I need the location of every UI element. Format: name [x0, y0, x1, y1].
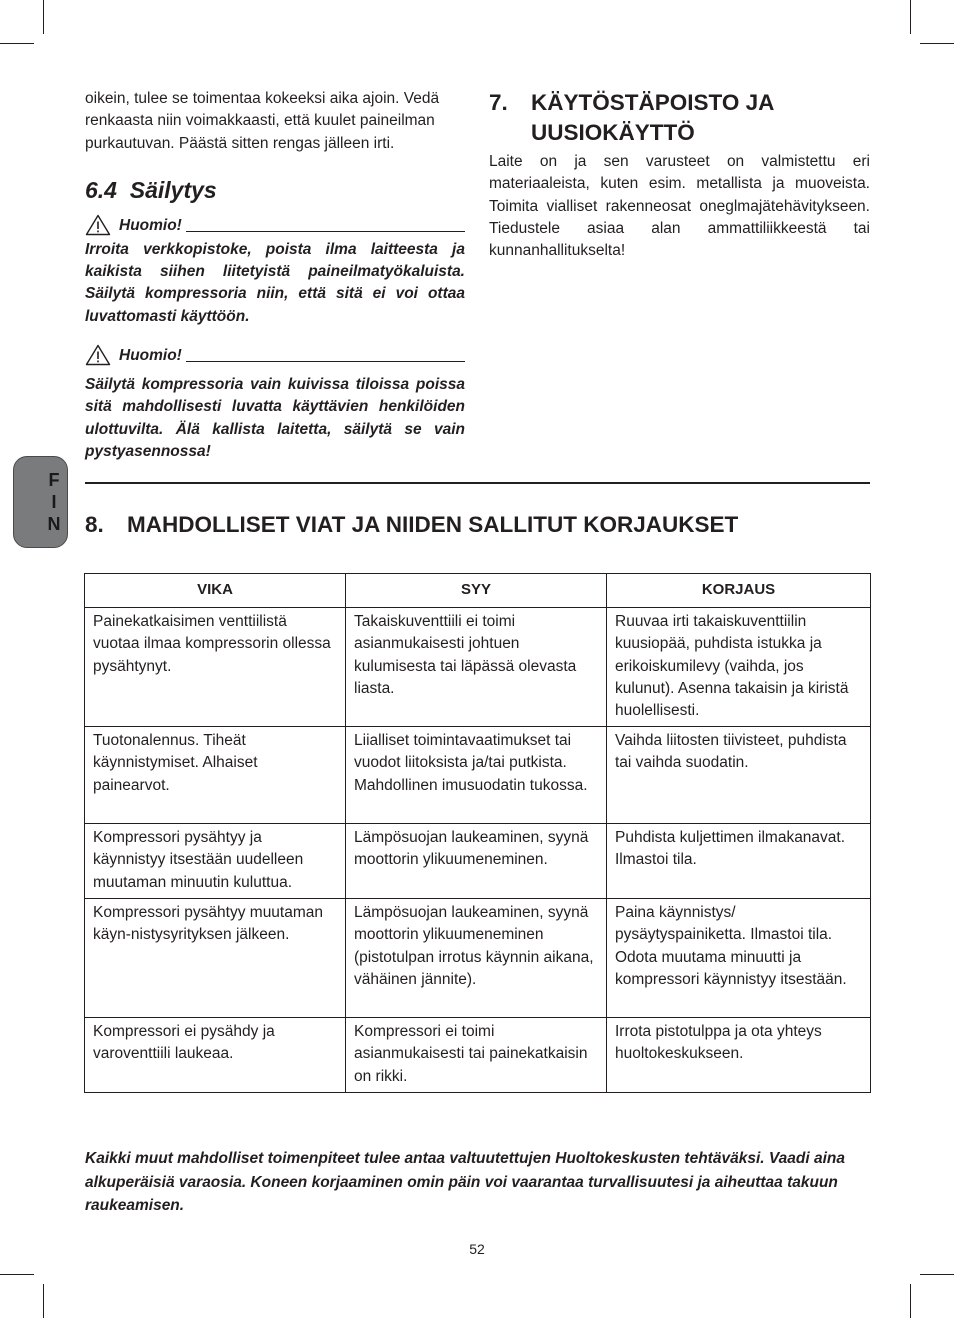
section-8-number: 8. [85, 512, 104, 537]
footer-note: Kaikki muut mahdolliset toimenpiteet tulee antaa valtuutettujen Huoltokeskusten tehtäväksi. Vaadi aina alkuperäisiä varaosia. Koneen korjaaminen omin päin voi vaarantaa turvallisuutesi ja aiheuttaa takuun raukeamisen. [85, 1150, 845, 1214]
table-row [85, 899, 871, 1018]
page-number: 52 [469, 1241, 485, 1257]
table-cell: Kompressori ei pysähdy ja varoventtiili laukeaa. [85, 1018, 346, 1093]
section-7-heading [489, 88, 870, 148]
language-tab [13, 456, 68, 548]
table-cell: Takaiskuventtiili ei toimi asianmukaisesti johtuen kulumisesta tai läpässä olevasta liasta. [346, 608, 607, 727]
table-cell: Kompressori pysähtyy muutaman käyn-nistysyrityksen jälkeen. [85, 899, 346, 1018]
language-tab-letter: F [48, 470, 60, 490]
language-tab-letter: I [51, 492, 57, 512]
section-7-number: 7. [489, 90, 508, 115]
table-row [85, 608, 871, 727]
table-cell: Kompressori pysähtyy ja käynnistyy itsestään uudelleen muutaman minuutin kuluttua. [85, 824, 346, 899]
table-cell: Puhdista kuljettimen ilmakanavat. Ilmastoi tila. [607, 824, 871, 899]
table-row [85, 727, 871, 824]
crop-mark [0, 43, 34, 44]
fault-table [84, 573, 871, 1093]
right-column [489, 88, 870, 262]
section-6-4-number: 6.4 [85, 176, 117, 203]
table-cell: Paina käynnistys/ pysäytyspainiketta. Ilmastoi tila. Odota muutama minuutti ja kompressori käynnistyy itsestään. [607, 899, 871, 1018]
table-cell: Painekatkaisimen venttiilistä vuotaa ilmaa kompressorin ollessa pysähtynyt. [85, 608, 346, 727]
table-cell: Liialliset toimintavaatimukset tai vuodot liitoksista ja/tai putkista. Mahdollinen imusuodatin tukossa. [346, 727, 607, 824]
note-text: Säilytä kompressoria vain kuivissa tiloissa poissa sitä mahdollisesti luvatta käyttävien henkilöiden ulottuvilta. Älä kallista laitetta, säilytä se vain pystyasennossa! [85, 376, 465, 460]
column-header-syy: SYY [346, 574, 607, 608]
warning-triangle-icon [85, 214, 111, 236]
crop-mark [910, 1284, 911, 1318]
note-header [85, 214, 465, 236]
table-cell: Vaihda liitosten tiivisteet, puhdista tai vaihda suodatin. [607, 727, 871, 824]
note-rule [186, 361, 465, 362]
crop-mark [920, 1274, 954, 1275]
left-column [85, 88, 465, 463]
crop-mark [43, 0, 44, 34]
section-7-title-line1: KÄYTÖSTÄPOISTO JA [531, 90, 775, 115]
table-cell: Ruuvaa irti takaiskuventtiilin kuusiopää, puhdista istukka ja erikoiskumilevy (vaihda, jos kulunut). Asenna takaisin ja kiristä huolellisesti. [607, 608, 871, 727]
section-8-title: MAHDOLLISET VIAT JA NIIDEN SALLITUT KORJAUKSET [127, 512, 739, 537]
section-6-4-heading [85, 177, 465, 204]
table-cell: Tuotonalennus. Tiheät käynnistymiset. Alhaiset painearvot. [85, 727, 346, 824]
table-row [85, 824, 871, 899]
section-divider [85, 482, 870, 484]
crop-mark [43, 1284, 44, 1318]
note-label: Huomio! [119, 216, 182, 234]
language-tab-letter: N [47, 514, 61, 534]
table-cell: Irrota pistotulppa ja ota yhteys huoltokeskukseen. [607, 1018, 871, 1093]
table-cell: Lämpösuojan laukeaminen, syynä moottorin ylikuumeneminen (pistotulpan irrotus käynnin aikana, vähäinen jännite). [346, 899, 607, 1018]
crop-mark [920, 43, 954, 44]
note-rule [186, 231, 465, 232]
table-cell: Lämpösuojan laukeaminen, syynä moottorin ylikuumeneminen. [346, 824, 607, 899]
intro-paragraph: oikein, tulee se toimentaa kokeeksi aika ajoin. Vedä renkaasta niin voimakkaasti, että kuulet paineilman purkautuvan. Päästä sitten rengas jälleen irti. [85, 90, 440, 152]
section-7-title-line2: UUSIOKÄYTTÖ [531, 120, 695, 145]
note-header [85, 344, 465, 366]
note-label: Huomio! [119, 347, 182, 365]
section-8-heading [85, 512, 738, 538]
warning-triangle-icon [85, 344, 111, 366]
column-header-vika: VIKA [85, 574, 346, 608]
crop-mark [910, 0, 911, 34]
section-7-title [531, 88, 774, 148]
crop-mark [0, 1274, 34, 1275]
column-header-korjaus: KORJAUS [607, 574, 871, 608]
table-cell: Kompressori ei toimi asianmukaisesti tai painekatkaisin on rikki. [346, 1018, 607, 1093]
section-7-text: Laite on ja sen varusteet on valmistettu eri materiaaleista, kuten esim. metallista ja muoveista. Toimita vialliset rakenneosat oneglmajätehävitykseen. Tiedustele asiaa alan ammattiliikkeestä tai kunnanhallitukselta! [489, 153, 870, 260]
section-6-4-title: Säilytys [129, 176, 217, 203]
note-text: Irroita verkkopistoke, poista ilma laitteesta ja kaikista siihen liitetyistä paineilmatyökaluista. Säilytä kompressoria niin, että sitä ei voi ottaa luvattomasti käyttöön. [85, 240, 465, 325]
table-row [85, 1018, 871, 1093]
table-header-row [85, 574, 871, 608]
language-tab-label [47, 469, 61, 535]
